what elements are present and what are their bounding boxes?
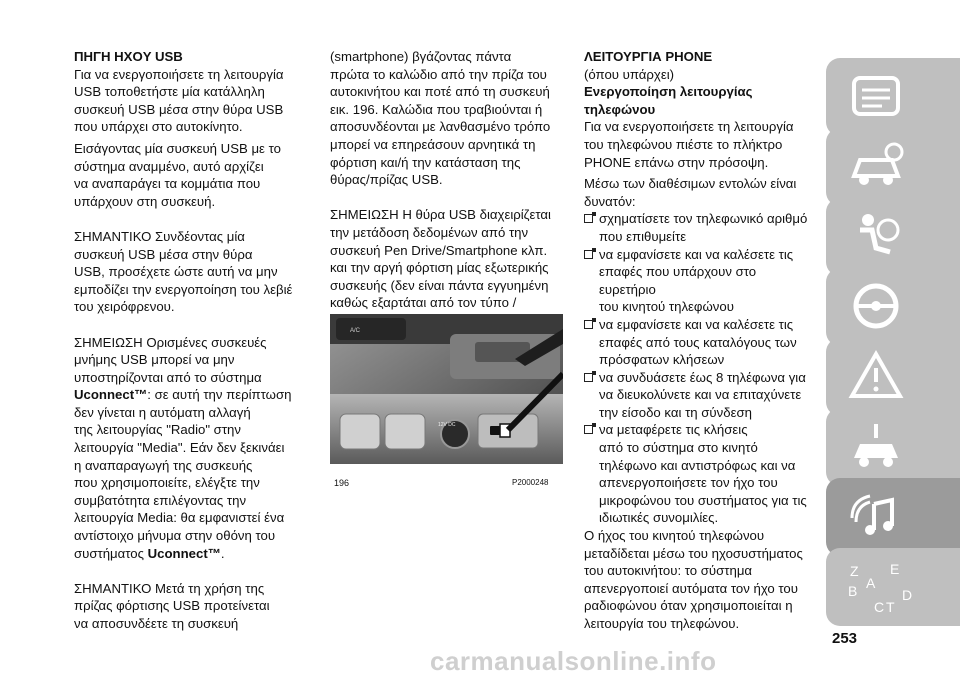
- para-line: εικ. 196. Καλώδια που τραβιούνται ή: [330, 101, 543, 117]
- bullet-line: να εμφανίσετε και να καλέσετε τις: [599, 316, 794, 332]
- dashboard-icon: [846, 68, 906, 126]
- index-letter: A: [866, 575, 876, 591]
- index-letter: Z: [850, 563, 859, 579]
- para-line: την μετάδοση δεδομένων από την: [330, 224, 529, 240]
- bullet-line: να εμφανίσετε και να καλέσετε τις: [599, 246, 794, 262]
- para-line: συσκευή Pen Drive/Smartphone κλπ.: [330, 242, 548, 258]
- bullet-line: σχηματίσετε τον τηλεφωνικό αριθμό: [599, 211, 808, 227]
- bullet-line: επαφές από τους καταλόγους των: [599, 334, 797, 350]
- para-fragment: συστήματος: [74, 545, 148, 561]
- tab-maintenance[interactable]: [826, 408, 960, 486]
- para-line: υπάρχουν στη συσκευή.: [74, 193, 216, 209]
- tab-emergency[interactable]: [826, 338, 960, 416]
- para-line: συσκευή USB μέσα στην θύρα USB: [74, 101, 284, 117]
- para-line: Για να ενεργοποιήσετε τη λειτουργία: [584, 119, 794, 135]
- page-number: 253: [832, 630, 858, 647]
- para-line: [74, 545, 306, 563]
- bullet-checkbox-icon: [584, 425, 593, 434]
- para-line: φόρτιση και/ή την κατάσταση της: [330, 154, 521, 170]
- tab-multimedia[interactable]: [826, 478, 960, 556]
- para-line: θύρας/πρίζας USB.: [330, 172, 443, 188]
- bullet-line: τηλέφωνο και αντιστρόφως και να: [599, 457, 796, 473]
- para-line: USB τοποθετήστε μία κατάλληλη: [74, 84, 265, 100]
- tab-car-info[interactable]: [826, 128, 960, 206]
- bullet-item: [584, 421, 816, 527]
- para-line: του αυτοκινήτου: το σύστημα: [584, 563, 753, 579]
- figure-number: 196: [334, 478, 350, 488]
- para-line: μνήμης USB μπορεί να μην: [74, 352, 235, 368]
- para-line: πρίζας φόρτισης USB προτείνεται: [74, 598, 270, 614]
- section-title-phone: ΛΕΙΤΟΥΡΓΙΑ PHONE: [584, 49, 713, 64]
- bullet-line: από το σύστημα στο κινητό: [599, 440, 758, 456]
- para-line: και την αργή φόρτιση μίας εξωτερικής: [330, 260, 549, 276]
- car-info-icon: [846, 138, 906, 196]
- bullet-line: πρόσφατων κλήσεων: [599, 352, 725, 368]
- para-line: PHONE επάνω στην πρόσοψη.: [584, 154, 769, 170]
- para-line: δυνατόν:: [584, 193, 636, 209]
- para-line: ΣΗΜΑΝΤΙΚΟ Συνδέοντας μία: [74, 228, 245, 244]
- bullet-checkbox-icon: [584, 214, 593, 223]
- bullet-checkbox-icon: [584, 373, 593, 382]
- para-fragment: : σε αυτή την περίπτωση: [147, 387, 292, 403]
- para-line: Εισάγοντας μία συσκευή USB με το: [74, 140, 281, 156]
- bullet-line: να διευκολύνετε και να επιταχύνετε: [599, 387, 802, 403]
- uconnect-brand: Uconnect™: [147, 545, 221, 561]
- para-line: να αναπαράγει τα κομμάτια που: [74, 176, 261, 192]
- para-line: αυτοκινήτου και ποτέ από τη συσκευή: [330, 84, 550, 100]
- section-subtitle: (όπου υπάρχει): [584, 66, 675, 82]
- watermark: carmanualsonline.info: [430, 646, 717, 676]
- para-line: εμποδίζει την ενεργοποίηση του λεβιέ: [74, 281, 293, 297]
- subheading: τηλεφώνου: [584, 101, 656, 117]
- index-icon: [846, 558, 926, 618]
- para-line: Μέσω των διαθέσιμων εντολών είναι: [584, 176, 797, 192]
- column-1: [74, 48, 306, 633]
- bullet-line: να μεταφέρετε τις κλήσεις: [599, 422, 748, 438]
- para-line: που χρησιμοποιείτε, ελέγξτε την: [74, 475, 260, 491]
- para-line: του τηλεφώνου πιέστε το πλήκτρο: [584, 136, 783, 152]
- para-line: πρώτα το καλώδιο από την πρίζα του: [330, 66, 547, 82]
- tab-driving[interactable]: [826, 268, 960, 346]
- para-line: μεταδίδεται μέσω του ηχοσυστήματος: [584, 545, 803, 561]
- para-line: δεν γίνεται η αυτόματη αλλαγή: [74, 404, 251, 420]
- index-letter: T: [886, 599, 895, 615]
- tab-dashboard[interactable]: [826, 58, 960, 136]
- index-letter: D: [902, 587, 913, 603]
- para-line: ΣΗΜΕΙΩΣΗ Η θύρα USB διαχειρίζεται: [330, 207, 551, 223]
- ac-button-label: A/C: [350, 328, 361, 334]
- para-line: ραδιοφώνου όταν χρησιμοποιείται η: [584, 598, 793, 614]
- para-line: συμβατότητα επιλέγοντας την: [74, 492, 247, 508]
- tab-index[interactable]: [826, 548, 960, 626]
- bullet-item: [584, 246, 816, 316]
- bullet-line: απενεργοποιήσετε τον ήχο του: [599, 475, 778, 491]
- para-line: λειτουργία Media: θα εμφανιστεί ένα: [74, 510, 285, 526]
- section-title-usb: ΠΗΓΗ HXOY USB: [74, 49, 183, 64]
- usb-port-illustration: [330, 314, 563, 464]
- index-letter: B: [848, 583, 858, 599]
- airbag-icon: [846, 208, 906, 266]
- figure-code: P2000248: [512, 478, 549, 487]
- para-line: σύστημα αναμμένο, αυτό αρχίζει: [74, 158, 264, 174]
- para-line: λειτουργία "Media". Εάν δεν ξεκινάει: [74, 440, 285, 456]
- para-line: USB, προσέχετε ώστε αυτή να μην: [74, 264, 278, 280]
- steering-wheel-icon: [846, 278, 906, 336]
- para-line: να αποσυνδέετε τη συσκευή: [74, 616, 239, 631]
- index-letter: C: [874, 599, 885, 615]
- para-line: καθώς εξαρτάται από τον τύπο /: [330, 295, 517, 311]
- para-line: αποσυνδέονται με λανθασμένο τρόπο: [330, 119, 551, 135]
- service-car-icon: [846, 418, 906, 476]
- bullet-line: την είσοδο και τη σύνδεση: [599, 404, 752, 420]
- bullet-checkbox-icon: [584, 320, 593, 329]
- 12v-socket-label: 12V DC: [438, 422, 456, 428]
- bullet-line: μικροφώνου του συστήματος για τις: [599, 492, 807, 508]
- bullet-item: [584, 316, 816, 369]
- usb-port-photo: [330, 314, 563, 464]
- para-line: λειτουργία του τηλεφώνου.: [584, 616, 740, 631]
- subheading: Ενεργοποίηση λειτουργίας: [584, 84, 753, 100]
- para-line: (smartphone) βγάζοντας πάντα: [330, 49, 512, 64]
- para-line: η αναπαραγωγή της συσκευής: [74, 457, 253, 473]
- bullet-item: [584, 210, 816, 245]
- para-line: αντίστοιχο μήνυμα στην οθόνη του: [74, 528, 276, 544]
- column-3: [584, 48, 816, 633]
- para-line: [74, 386, 306, 404]
- bullet-line: να συνδυάσετε έως 8 τηλέφωνα για: [599, 369, 806, 385]
- para-line: μπορεί να επηρεάσουν αρνητικά τη: [330, 136, 536, 152]
- para-fragment: .: [220, 545, 225, 561]
- para-line: ΣΗΜΑΝΤΙΚΟ Μετά τη χρήση της: [74, 580, 265, 596]
- para-line: ΣΗΜΕΙΩΣΗ Ορισμένες συσκευές: [74, 334, 267, 350]
- para-line: Ο ήχος του κινητού τηλεφώνου: [584, 528, 765, 544]
- index-letter: E: [890, 561, 900, 577]
- bullet-line: που επιθυμείτε: [599, 228, 687, 244]
- para-line: απενεργοποιεί αυτόματα τον ήχο του: [584, 580, 798, 596]
- para-line: συσκευής (δεν είναι πάντα εγγυημένη: [330, 277, 549, 293]
- breakdown-icon: [846, 348, 906, 406]
- para-line: συσκευή USB μέσα στην θύρα: [74, 246, 253, 262]
- para-line: υποστηρίζονται από το σύστημα: [74, 369, 262, 385]
- chapter-sidebar: [826, 58, 960, 618]
- para-line: του χειρόφρενου.: [74, 299, 175, 315]
- multimedia-icon: [846, 488, 906, 546]
- uconnect-brand: Uconnect™: [74, 387, 148, 403]
- bullet-line: επαφές που υπάρχουν στο ευρετήριο: [599, 264, 757, 297]
- para-line: που υπάρχει στο αυτοκίνητο.: [74, 119, 243, 135]
- bullet-item: [584, 369, 816, 422]
- column-2: [330, 48, 562, 330]
- bullet-line: ιδιωτικές συνομιλίες.: [599, 510, 719, 526]
- bullet-line: του κινητού τηλεφώνου: [599, 299, 734, 315]
- tab-safety[interactable]: [826, 198, 960, 276]
- para-line: της λειτουργίας "Radio" στην: [74, 422, 241, 438]
- para-line: Για να ενεργοποιήσετε τη λειτουργία: [74, 66, 284, 82]
- bullet-checkbox-icon: [584, 250, 593, 259]
